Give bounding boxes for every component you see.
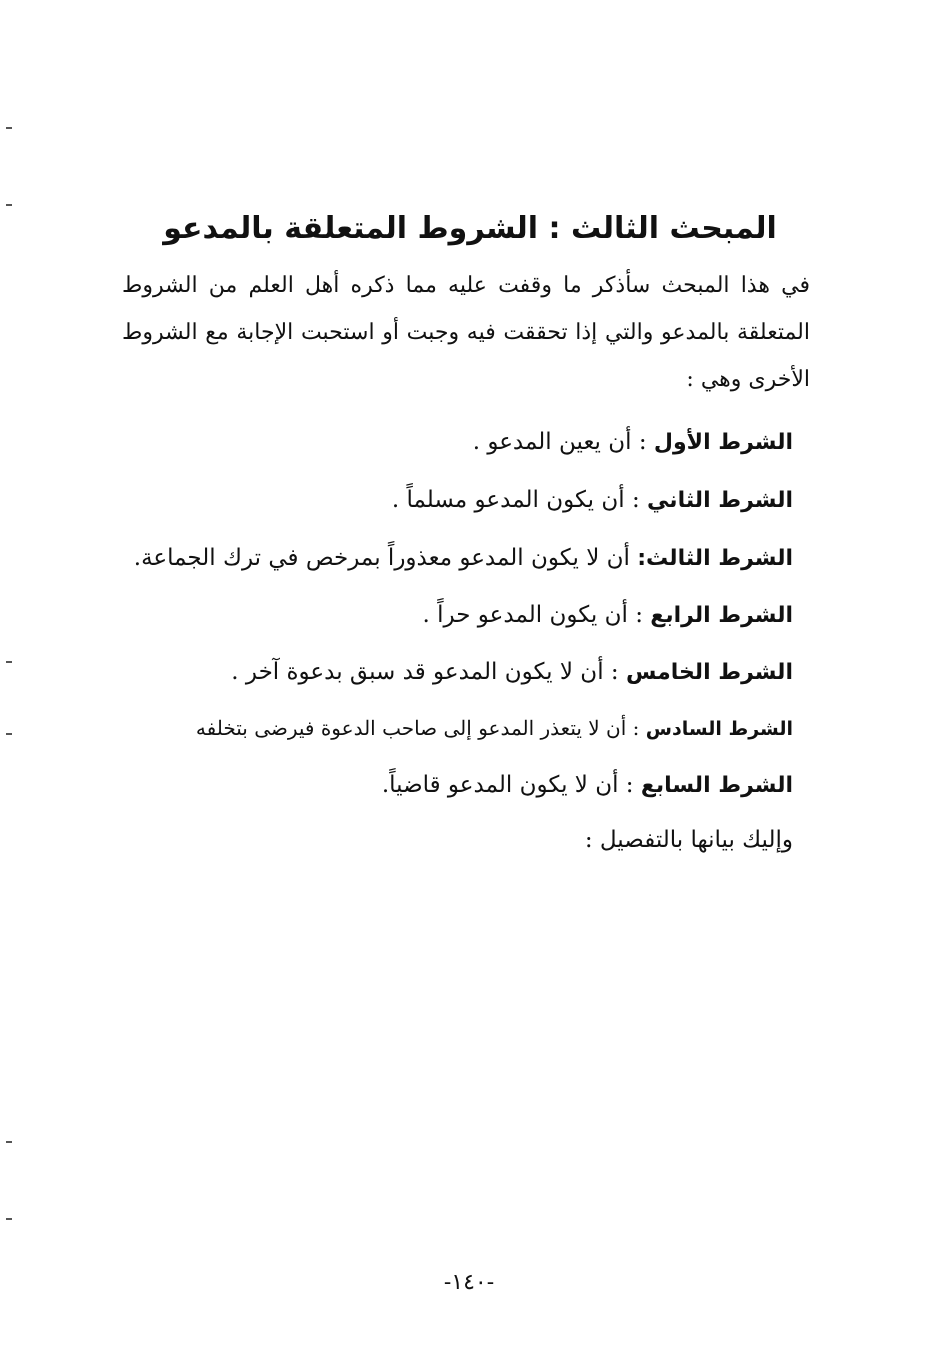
intro-paragraph: في هذا المبحث سأذكر ما وقفت عليه مما ذكره أهل العلم من الشروط المتعلقة بالمدعو والتي إذا تحققت فيه وجبت أو استحبت الإجابة مع الشروط الأخرى وهي : xyxy=(122,273,810,392)
condition-text: : أن يعين المدعو . xyxy=(472,429,654,455)
scan-edge-mark xyxy=(6,127,12,129)
scan-edge-mark xyxy=(6,661,12,663)
condition-7 xyxy=(382,765,793,806)
condition-text: : أن يكون المدعو مسلماً . xyxy=(391,487,648,513)
condition-label: الشرط الرابع xyxy=(650,603,793,628)
condition-label: الشرط الثالث: xyxy=(637,546,793,571)
condition-2 xyxy=(392,480,793,521)
condition-label: الشرط الأول xyxy=(653,430,793,455)
condition-6 xyxy=(196,708,793,749)
condition-label: الشرط السادس xyxy=(645,718,793,740)
scan-edge-mark xyxy=(6,1218,12,1220)
scan-edge-mark xyxy=(6,1141,12,1143)
condition-label: الشرط الخامس xyxy=(625,660,793,685)
condition-label: الشرط السابع xyxy=(640,773,793,798)
scan-edge-mark xyxy=(6,204,12,206)
scan-edge-mark xyxy=(6,733,12,735)
condition-3 xyxy=(134,538,793,579)
condition-label: الشرط الثاني xyxy=(647,488,793,513)
condition-text: : أن لا يكون المدعو قد سبق بدعوة آخر . xyxy=(231,659,626,685)
condition-text: : أن لا يكون المدعو قاضياً. xyxy=(381,772,641,798)
condition-text: : أن لا يتعذر المدعو إلى صاحب الدعوة فيرضى بتخلفه xyxy=(195,716,646,740)
condition-text: : أن يكون المدعو حراً . xyxy=(422,602,651,628)
condition-text: أن لا يكون المدعو معذوراً بمرخص في ترك الجماعة. xyxy=(133,545,638,571)
closing-line: وإليك بيانها بالتفصيل : xyxy=(584,827,793,853)
page-number: -١٤٠- xyxy=(443,1270,495,1295)
condition-4 xyxy=(423,595,793,636)
condition-5 xyxy=(231,652,793,693)
condition-1 xyxy=(473,422,793,463)
section-title: المبحث الثالث : الشروط المتعلقة بالمدعو xyxy=(163,211,777,246)
